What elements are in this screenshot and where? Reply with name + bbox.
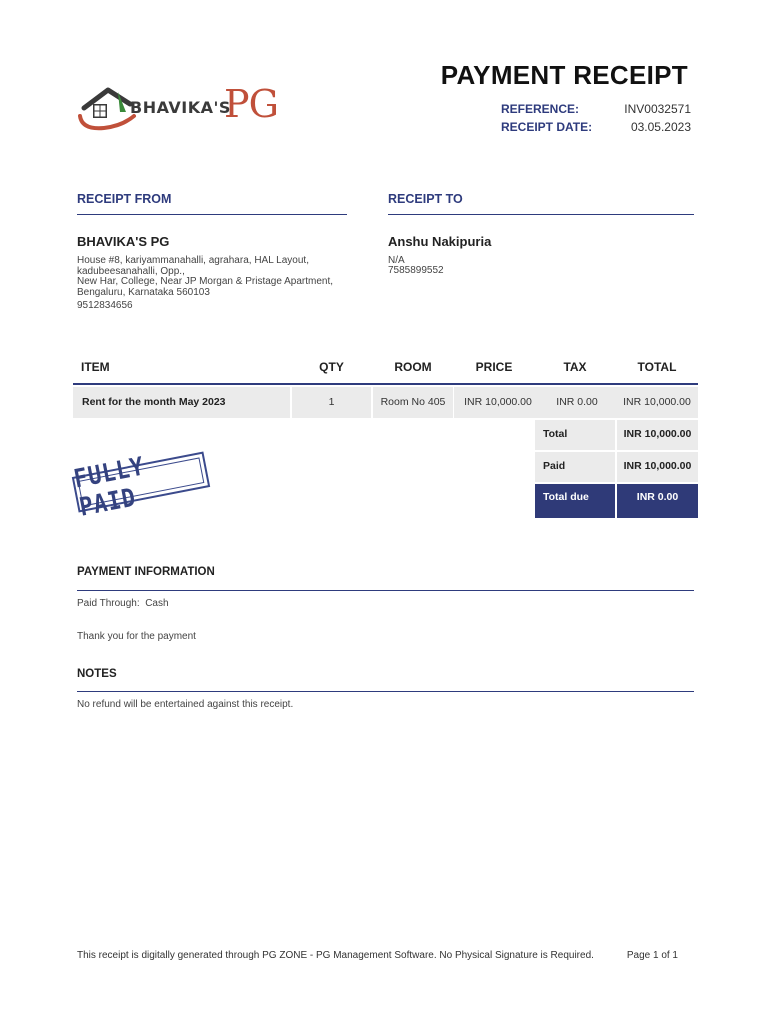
reference-label: REFERENCE:: [501, 102, 580, 116]
table-row-item: Rent for the month May 2023: [82, 396, 226, 408]
summary-total-label: Total: [543, 428, 568, 440]
house-logo-icon: [78, 86, 138, 132]
column-header-room: ROOM: [394, 360, 432, 374]
stamp-text: FULLY PAID: [71, 452, 148, 523]
divider: [77, 214, 347, 215]
address-line: House #8, kariyammanahalli, agrahara, HAL Layout,: [77, 255, 309, 266]
summary-total-value: INR 10,000.00: [623, 428, 692, 440]
brand-logo: [78, 82, 293, 132]
divider: [77, 691, 694, 692]
column-header-total: TOTAL: [637, 360, 677, 374]
address-line: New Har, College, Near JP Morgan & Pristage Apartment,: [77, 276, 334, 287]
table-row-room: Room No 405: [380, 396, 446, 408]
divider: [77, 590, 694, 591]
table-row-qty: 1: [328, 396, 335, 408]
recipient-line: N/A: [388, 255, 405, 266]
page-number: Page 1 of 1: [626, 950, 678, 961]
footer-disclaimer: This receipt is digitally generated through PG ZONE - PG Management Software. No Physical Signature is Required.: [77, 950, 594, 961]
divider: [388, 214, 694, 215]
thank-you-text: Thank you for the payment: [77, 631, 196, 642]
receipt-date-label: RECEIPT DATE:: [501, 120, 593, 134]
logo-text-pg: PG: [224, 82, 278, 126]
summary-due-value: INR 0.00: [636, 491, 679, 503]
paid-through-label: Paid Through:: [77, 598, 140, 609]
table-row-tax: INR 0.00: [556, 396, 598, 408]
logo-text: BHAVIKA'S: [130, 98, 231, 117]
column-header-price: PRICE: [475, 360, 513, 374]
fully-paid-stamp: [71, 452, 210, 523]
recipient-phone: 7585899552: [388, 265, 444, 276]
receipt-date-value: 03.05.2023: [630, 120, 691, 134]
summary-due-label: Total due: [543, 491, 589, 503]
summary-paid-value: INR 10,000.00: [623, 460, 692, 472]
table-row-total: INR 10,000.00: [623, 396, 691, 408]
paid-through: [77, 598, 169, 609]
notes-text: No refund will be entertained against this receipt.: [77, 699, 294, 710]
payment-info-heading: PAYMENT INFORMATION: [77, 566, 215, 578]
paid-through-value: Cash: [145, 598, 169, 609]
sender-phone: 9512834656: [77, 300, 133, 311]
column-header-tax: TAX: [563, 360, 587, 374]
sender-address: [77, 256, 357, 298]
receipt-from-heading: RECEIPT FROM: [77, 192, 172, 206]
page-title: PAYMENT RECEIPT: [440, 60, 688, 90]
address-line: Bengaluru, Karnataka 560103: [77, 286, 210, 298]
summary-paid-label: Paid: [543, 460, 566, 472]
column-header-qty: QTY: [319, 360, 344, 374]
recipient-name: Anshu Nakipuria: [388, 234, 492, 249]
address-line: kadubeesanahalli, Opp.,: [77, 265, 185, 277]
column-header-item: ITEM: [81, 360, 110, 374]
receipt-to-heading: RECEIPT TO: [388, 192, 463, 206]
sender-name: BHAVIKA'S PG: [77, 234, 170, 249]
table-row-price: INR 10,000.00: [464, 396, 532, 408]
reference-value: INV0032571: [624, 102, 691, 116]
table-header-rule: [73, 383, 698, 385]
notes-heading: NOTES: [77, 668, 117, 680]
